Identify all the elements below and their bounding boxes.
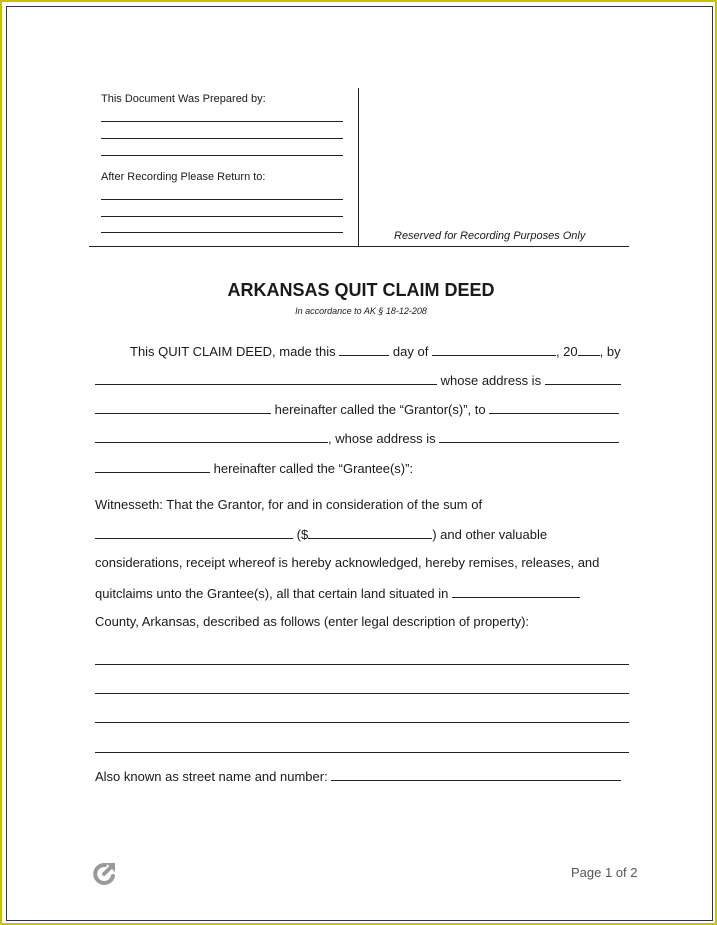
legal-description-line-4[interactable] <box>95 752 629 753</box>
prepared-by-line-2[interactable] <box>101 138 343 139</box>
street-line <box>95 768 629 785</box>
street-label: Also known as street name and number: <box>95 769 328 784</box>
para1-text-whose-address: whose address is <box>440 373 542 388</box>
para2-line-3: considerations, receipt whereof is hereby acknowledged, hereby remises, releases, and <box>95 555 600 570</box>
consideration-amount-blank[interactable] <box>308 526 432 539</box>
county-blank[interactable] <box>452 585 580 598</box>
legal-description-line-1[interactable] <box>95 664 629 665</box>
consideration-words-blank[interactable] <box>95 526 293 539</box>
reserved-label: Reserved for Recording Purposes Only <box>394 230 586 242</box>
para2-text-valuable: ) and other valuable <box>432 527 548 542</box>
para1-line-4 <box>95 430 629 447</box>
return-to-line-2[interactable] <box>101 216 343 217</box>
return-to-label: After Recording Please Return to: <box>101 171 266 183</box>
header-vertical-divider <box>358 88 359 246</box>
grantee-address-blank-1[interactable] <box>439 430 619 443</box>
return-to-line-1[interactable] <box>101 199 343 200</box>
prepared-by-label: This Document Was Prepared by: <box>101 93 266 105</box>
grantee-name-blank-1[interactable] <box>489 401 619 414</box>
para2-line-2 <box>95 526 629 543</box>
para2-open-paren: ( <box>296 527 301 542</box>
return-to-line-3[interactable] <box>101 232 343 233</box>
para1-text-grantor: hereinafter called the “Grantor(s)”, to <box>274 402 486 417</box>
para2-line-5: County, Arkansas, described as follows (enter legal description of property): <box>95 614 530 629</box>
para1-text-grantee: hereinafter called the “Grantee(s)”: <box>213 461 414 476</box>
grantor-name-blank[interactable] <box>95 372 437 385</box>
header-bottom-rule <box>89 246 629 247</box>
para1-line-3 <box>95 401 629 418</box>
para1-text-whose-address-2: , whose address is <box>328 431 436 446</box>
para1-line-1 <box>95 343 629 360</box>
para1-text-day-of: day of <box>392 344 429 359</box>
refresh-arrow-logo-icon <box>92 860 118 888</box>
para1-line-2 <box>95 372 629 389</box>
page-number: Page 1 of 2 <box>571 865 638 880</box>
street-blank[interactable] <box>331 768 621 781</box>
para1-line-5 <box>95 460 629 477</box>
grantee-name-blank-2[interactable] <box>95 430 328 443</box>
page-subtitle: In accordance to AK § 18-12-208 <box>295 306 427 316</box>
para2-line-4 <box>95 585 629 602</box>
grantor-address-blank-1[interactable] <box>545 372 621 385</box>
grantee-address-blank-2[interactable] <box>95 460 210 473</box>
para1-text-made-this: This QUIT CLAIM DEED, made this <box>130 344 336 359</box>
legal-description-line-2[interactable] <box>95 693 629 694</box>
para1-text-by: , by <box>599 344 621 359</box>
para2-line-1: Witnesseth: That the Grantor, for and in consideration of the sum of <box>95 497 483 512</box>
para2-dollar: $ <box>300 527 309 542</box>
prepared-by-line-3[interactable] <box>101 155 343 156</box>
page-title: ARKANSAS QUIT CLAIM DEED <box>227 280 495 300</box>
day-blank[interactable] <box>339 343 389 356</box>
month-blank[interactable] <box>432 343 556 356</box>
prepared-by-line-1[interactable] <box>101 121 343 122</box>
legal-description-line-3[interactable] <box>95 722 629 723</box>
para2-text-situated: quitclaims unto the Grantee(s), all that certain land situated in <box>95 586 449 601</box>
year-blank[interactable] <box>578 343 600 356</box>
para1-text-20: , 20 <box>555 344 578 359</box>
grantor-address-blank-2[interactable] <box>95 401 271 414</box>
